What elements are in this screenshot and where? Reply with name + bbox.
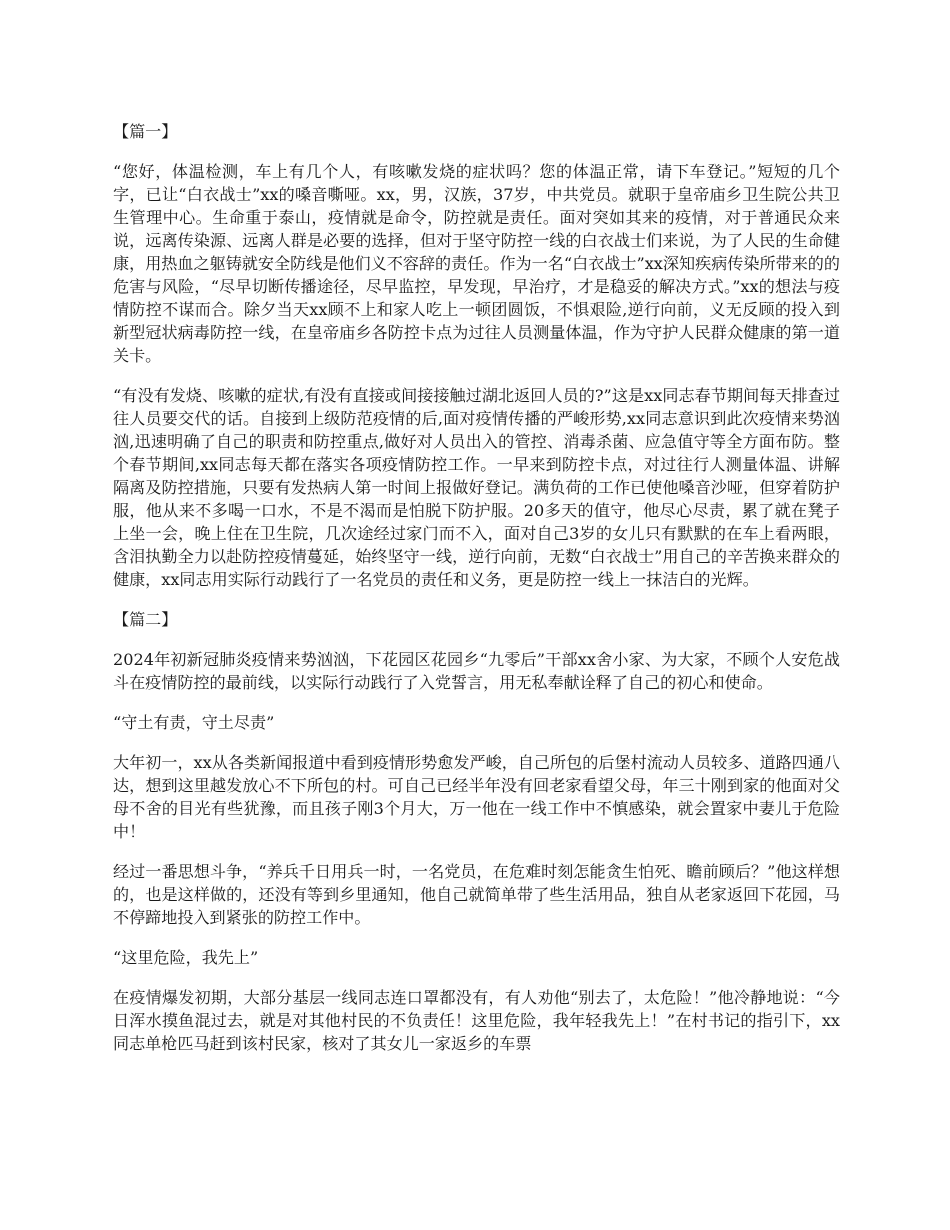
subheading: “守土有责，守土尽责”: [113, 713, 275, 732]
paragraph: 2024年初新冠肺炎疫情来势汹汹，下花园区花园乡“九零后”干部xx舍小家、为大家，不顾个人安危战斗在疫情防控的最前线，以实际行动践行了入党誓言，用无私奉献诠释了自己的初心和使命。: [113, 650, 840, 692]
paragraph: “有没有发烧、咳嗽的症状,有没有直接或间接接触过湖北返回人员的?”这是xx同志春节期间每天排查过往人员要交代的话。自接到上级防范疫情的后,面对疫情传播的严峻形势,xx同志意识到此次疫情来势汹汹,迅速明确了自己的职责和防控重点,做好对人员出入的管控、消毒杀菌、应急值守等全方面布防。整个春节期间,xx同志每天都在落实各项疫情防控工作。一早来到防控卡点，对过往行人测量体温、讲解隔离及防控措施，只要有发热病人第一时间上报做好登记。满负荷的工作已使他嗓音沙哑，但穿着防护服，他从来不多喝一口水，不是不渴而是怕脱下防护服。20多天的值守，他尽心尽责，累了就在凳子上坐一会，晚上住在卫生院，几次途经过家门而不入，面对自己3岁的女儿只有默默的在车上看两眼，含泪执勤全力以赴防控疫情蔓延，始终坚守一线，逆行向前，无数“白衣战士”用自己的辛苦换来群众的健康，xx同志用实际行动践行了一名党员的责任和义务，更是防控一线上一抹洁白的光辉。: [113, 386, 840, 589]
paragraph: 在疫情爆发初期，大部分基层一线同志连口罩都没有，有人劝他“别去了，太危险！”他冷静地说：“今日浑水摸鱼混过去，就是对其他村民的不负责任！这里危险，我年轻我先上！”在村书记的指引下，xx同志单枪匹马赶到该村民家，核对了其女儿一家返乡的车票: [113, 988, 840, 1053]
section-heading-1: 【篇一】: [113, 122, 178, 141]
paragraph: “您好，体温检测，车上有几个人，有咳嗽发烧的症状吗？您的体温正常，请下车登记。”短短的几个字，已让“白衣战士”xx的嗓音嘶哑。xx，男，汉族，37岁，中共党员。就职于皇帝庙乡卫生院公共卫生管理中心。生命重于泰山，疫情就是命令，防控就是责任。面对突如其来的疫情，对于普通民众来说，远离传染源、远离人群是必要的选择，但对于坚守防控一线的白衣战士们来说，为了人民的生命健康，用热血之躯铸就安全防线是他们义不容辞的责任。作为一名“白衣战士”xx深知疾病传染所带来的的危害与风险，“尽早切断传播途径，尽早监控，早发现，早治疗，才是稳妥的解决方式。”xx的想法与疫情防控不谋而合。除夕当天xx顾不上和家人吃上一顿团圆饭，不惧艰险,逆行向前，义无反顾的投入到新型冠状病毒防控一线，在皇帝庙乡各防控卡点为过往人员测量体温，作为守护人民群众健康的第一道关卡。: [113, 162, 840, 365]
section-heading-2: 【篇二】: [113, 610, 178, 629]
paragraph: 大年初一，xx从各类新闻报道中看到疫情形势愈发严峻，自己所包的后堡村流动人员较多、道路四通八达，想到这里越发放心不下所包的村。可自己已经半年没有回老家看望父母，年三十刚到家的他面对父母不舍的目光有些犹豫，而且孩子刚3个月大，万一他在一线工作中不慎感染，就会置家中妻儿于危险中！: [113, 753, 840, 841]
document-body: [113, 120, 840, 1072]
paragraph: 经过一番思想斗争，“养兵千日用兵一时，一名党员，在危难时刻怎能贪生怕死、瞻前顾后？”他这样想的，也是这样做的，还没有等到乡里通知，他自己就简单带了些生活用品，独自从老家返回下花园，马不停蹄地投入到紧张的防控工作中。: [113, 862, 840, 927]
subheading: “这里危险，我先上”: [113, 948, 259, 967]
